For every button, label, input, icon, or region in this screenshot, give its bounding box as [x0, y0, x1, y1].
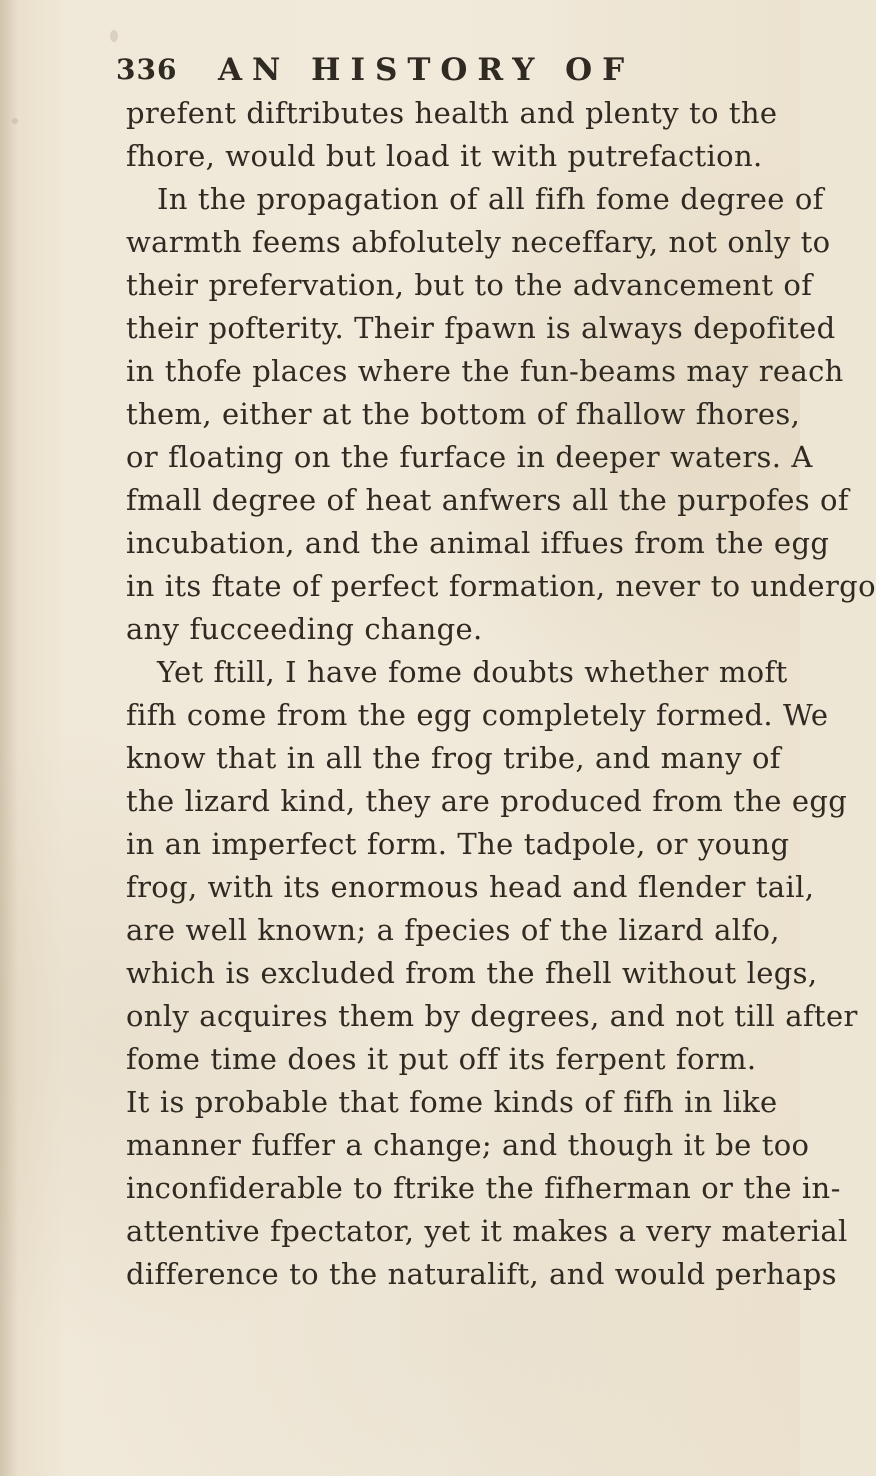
text-line: fifh come from the egg completely formed. We [126, 698, 829, 732]
text-line: only acquires them by degrees, and not till after [126, 999, 858, 1033]
text-line: fmall degree of heat anfwers all the purpofes of [126, 483, 849, 517]
text-line: in thofe places where the fun-beams may reach [126, 354, 844, 388]
text-line: difference to the naturalift, and would perhaps [126, 1257, 837, 1291]
running-title: AN HISTORY OF [218, 52, 635, 88]
text-line: the lizard kind, they are produced from the egg [126, 784, 848, 818]
text-line: It is probable that fome kinds of fifh in like [126, 1085, 778, 1119]
text-line: are well known; a fpecies of the lizard alfo, [126, 913, 780, 947]
text-line: fhore, would but load it with putrefaction. [126, 139, 763, 173]
text-line: their pofterity. Their fpawn is always depofited [126, 311, 836, 345]
text-line: Yet ftill, I have fome doubts whether moft [157, 655, 788, 689]
text-line: them, either at the bottom of fhallow fhores, [126, 397, 801, 431]
text-line: any fucceeding change. [126, 612, 483, 646]
text-line: in its ftate of perfect formation, never to undergo [126, 569, 876, 603]
text-line: prefent diftributes health and plenty to the [126, 96, 778, 130]
text-line: manner fuffer a change; and though it be too [126, 1128, 810, 1162]
page-number: 336 [116, 53, 178, 86]
text-line: frog, with its enormous head and flender tail, [126, 870, 815, 904]
text-line: or floating on the furface in deeper waters. A [126, 440, 813, 474]
text-line: inconfiderable to ftrike the fifherman or the in- [126, 1171, 841, 1205]
text-line: in an imperfect form. The tadpole, or young [126, 827, 790, 861]
text-line: which is excluded from the fhell without legs, [126, 956, 818, 990]
text-line: know that in all the frog tribe, and many of [126, 741, 781, 775]
text-line: fome time does it put off its ferpent form. [126, 1042, 757, 1076]
text-line: warmth feems abfolutely neceffary, not only to [126, 225, 831, 259]
text-line: attentive fpectator, yet it makes a very material [126, 1214, 848, 1248]
text-line: incubation, and the animal iffues from the egg [126, 526, 830, 560]
text-line: In the propagation of all fifh fome degree of [157, 182, 824, 216]
text-line: their prefervation, but to the advancement of [126, 268, 813, 302]
